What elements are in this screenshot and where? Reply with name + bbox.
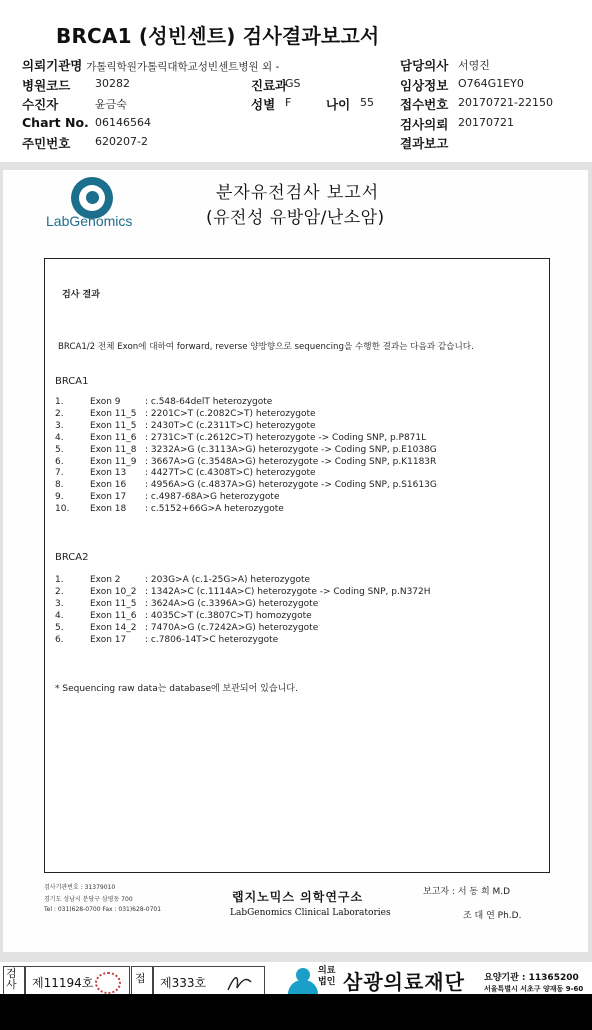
variant-number: 1. bbox=[55, 397, 64, 407]
field-chart-no bbox=[22, 115, 89, 130]
stamp-label-1: 검사 bbox=[6, 967, 17, 991]
variant-number: 1. bbox=[55, 575, 64, 585]
field-value: 윤금숙 bbox=[95, 98, 127, 111]
field-value: 30282 bbox=[95, 77, 130, 90]
field-value: GS bbox=[285, 77, 301, 90]
logo-text: LabGenomics bbox=[46, 213, 133, 229]
institution-prefix: 의료법인 bbox=[318, 966, 336, 987]
black-bar bbox=[0, 994, 592, 1030]
reporter-name: 보고자 : 서 동 희 M.D bbox=[423, 887, 511, 897]
gene-heading-brca1: BRCA1 bbox=[55, 376, 89, 387]
note-text: * Sequencing raw data는 database에 보관되어 있습니다. bbox=[55, 684, 298, 694]
variant-exon: Exon 9 bbox=[90, 397, 121, 407]
variant-description: : 4956A>G (c.4837A>G) heterozygote -> Coding SNP, p.S1613G bbox=[145, 480, 437, 491]
field-hospital-code bbox=[22, 76, 70, 94]
variant-description: : 3624A>G (c.3396A>G) heterozygote bbox=[145, 599, 319, 609]
variant-description: : 1342A>C (c.1114A>C) heterozygote -> Coding SNP, p.N372H bbox=[145, 587, 431, 597]
variant-description: : 2731C>T (c.2612C>T) heterozygote -> Coding SNP, p.P871L bbox=[145, 432, 427, 443]
lab-address: 경기도 성남시 분당구 삼평동 700 bbox=[44, 896, 133, 903]
field-value: 620207-2 bbox=[95, 135, 148, 148]
variant-description: : 3232A>G (c.3113A>G) heterozygote -> Coding SNP, p.E1038G bbox=[145, 444, 437, 455]
report-title: 분자유전검사 보고서 bbox=[216, 183, 380, 203]
red-seal-icon bbox=[95, 972, 121, 994]
variant-number: 5. bbox=[55, 444, 64, 455]
variant-exon: Exon 11_5 bbox=[90, 420, 137, 431]
field-value: 20170721 bbox=[458, 116, 514, 129]
institution-code: 요양기관 : 11365200 bbox=[484, 973, 579, 983]
variant-exon: Exon 17 bbox=[90, 492, 127, 503]
field-receipt-no bbox=[400, 95, 448, 113]
variant-exon: Exon 14_2 bbox=[90, 623, 137, 633]
reviewer-name: 조 대 연 Ph.D. bbox=[463, 911, 522, 921]
page-title: BRCA1 (성빈센트) 검사결과보고서 bbox=[56, 24, 380, 48]
stamp-value-1: 제11194호 bbox=[32, 976, 94, 990]
variant-exon: Exon 17 bbox=[90, 635, 127, 645]
variant-description: : c.7806-14T>C heterozygote bbox=[145, 635, 279, 645]
stamp-value-2: 제333호 bbox=[160, 976, 207, 990]
section-label: 검사 결과 bbox=[62, 290, 100, 300]
field-label: 결과보고 bbox=[400, 136, 449, 151]
field-value: 06146564 bbox=[95, 116, 151, 129]
field-label: 검사의뢰 bbox=[400, 117, 449, 132]
intro-text: BRCA1/2 전체 Exon에 대하여 forward, reverse 양방향으로 sequencing을 수행한 결과는 다음과 같습니다. bbox=[58, 342, 474, 352]
variant-description: : c.4987-68A>G heterozygote bbox=[145, 492, 280, 503]
field-value: O764G1EY0 bbox=[458, 77, 524, 90]
institution-address: 서울특별시 서초구 양재동 9-60 bbox=[484, 985, 584, 993]
variant-description: : 7470A>G (c.7242A>G) heterozygote bbox=[145, 623, 319, 633]
variant-number: 3. bbox=[55, 420, 64, 431]
field-clinical-info bbox=[400, 76, 448, 94]
field-label: 병원코드 bbox=[22, 78, 71, 93]
field-label: 진료과 bbox=[251, 78, 288, 93]
field-label: 담당의사 bbox=[400, 58, 449, 73]
field-label: 임상정보 bbox=[400, 78, 449, 93]
field-sex bbox=[251, 95, 275, 113]
variant-number: 2. bbox=[55, 587, 64, 597]
variant-description: : 2430T>C (c.2311T>C) heterozygote bbox=[145, 420, 316, 431]
variant-number: 4. bbox=[55, 611, 64, 621]
variant-number: 8. bbox=[55, 480, 64, 491]
variant-number: 3. bbox=[55, 599, 64, 609]
variant-exon: Exon 13 bbox=[90, 468, 127, 479]
report-subtitle: (유전성 유방암/난소암) bbox=[206, 208, 385, 228]
variant-number: 4. bbox=[55, 432, 64, 443]
variant-exon: Exon 11_8 bbox=[90, 444, 137, 455]
variant-number: 10. bbox=[55, 504, 70, 515]
variant-exon: Exon 11_6 bbox=[90, 611, 137, 621]
field-department bbox=[251, 76, 287, 94]
variant-exon: Exon 10_2 bbox=[90, 587, 137, 597]
variant-description: : c.548-64delT heterozygote bbox=[145, 397, 273, 407]
lab-phone: Tel : 031)628-0700 Fax : 031)628-0701 bbox=[44, 906, 162, 913]
signature-icon bbox=[225, 972, 255, 994]
variant-description: : 4035C>T (c.3807C>T) homozygote bbox=[145, 611, 312, 621]
field-resident-no bbox=[22, 134, 70, 152]
variant-number: 7. bbox=[55, 468, 64, 479]
variant-exon: Exon 18 bbox=[90, 504, 127, 515]
field-value: F bbox=[285, 96, 292, 109]
field-label: Chart No. bbox=[22, 115, 89, 130]
field-value: 가톨릭학원가톨릭대학교성빈센트병원 외 - bbox=[86, 61, 280, 73]
variant-description: : 203G>A (c.1-25G>A) heterozygote bbox=[145, 575, 311, 585]
field-requesting-institution bbox=[22, 56, 279, 74]
variant-number: 6. bbox=[55, 635, 64, 645]
field-label: 수진자 bbox=[22, 97, 59, 112]
lab-name-korean: 랩지노믹스 의학연구소 bbox=[232, 890, 364, 904]
variant-number: 9. bbox=[55, 492, 64, 503]
field-label: 성별 bbox=[251, 97, 276, 112]
variant-number: 6. bbox=[55, 456, 64, 467]
variant-description: : 2201C>T (c.2082C>T) heterozygote bbox=[145, 408, 316, 419]
field-result-report bbox=[400, 134, 448, 152]
lab-license: 검사기관번호 : 31379010 bbox=[44, 884, 116, 891]
institution-name: 삼광의료재단 bbox=[343, 970, 465, 994]
variant-exon: Exon 11_9 bbox=[90, 456, 137, 467]
field-value: 55 bbox=[360, 96, 374, 109]
field-label: 접수번호 bbox=[400, 97, 449, 112]
variant-number: 5. bbox=[55, 623, 64, 633]
variant-exon: Exon 2 bbox=[90, 575, 121, 585]
variant-exon: Exon 11_5 bbox=[90, 408, 137, 419]
field-request-date bbox=[400, 115, 448, 133]
field-label: 주민번호 bbox=[22, 136, 71, 151]
field-age bbox=[326, 95, 350, 113]
variant-description: : c.5152+66G>A heterozygote bbox=[145, 504, 284, 515]
field-label: 나이 bbox=[326, 97, 351, 112]
field-value: 20170721-22150 bbox=[458, 96, 553, 109]
variant-exon: Exon 11_6 bbox=[90, 432, 137, 443]
report-header bbox=[0, 0, 592, 162]
variant-exon: Exon 16 bbox=[90, 480, 127, 491]
field-doctor bbox=[400, 56, 448, 74]
field-label: 의뢰기관명 bbox=[22, 58, 83, 73]
variant-description: : 4427T>C (c.4308T>C) heterozygote bbox=[145, 468, 316, 479]
stamp-label-2: 접 bbox=[135, 972, 146, 985]
gene-heading-brca2: BRCA2 bbox=[55, 552, 89, 563]
lab-name-english: LabGenomics Clinical Laboratories bbox=[230, 908, 391, 918]
variant-number: 2. bbox=[55, 408, 64, 419]
field-patient bbox=[22, 95, 58, 113]
variant-exon: Exon 11_5 bbox=[90, 599, 137, 609]
logo-core bbox=[86, 191, 99, 204]
variant-description: : 3667A>G (c.3548A>G) heterozygote -> Coding SNP, p.K1183R bbox=[145, 456, 437, 467]
field-value: 서영진 bbox=[458, 59, 490, 72]
